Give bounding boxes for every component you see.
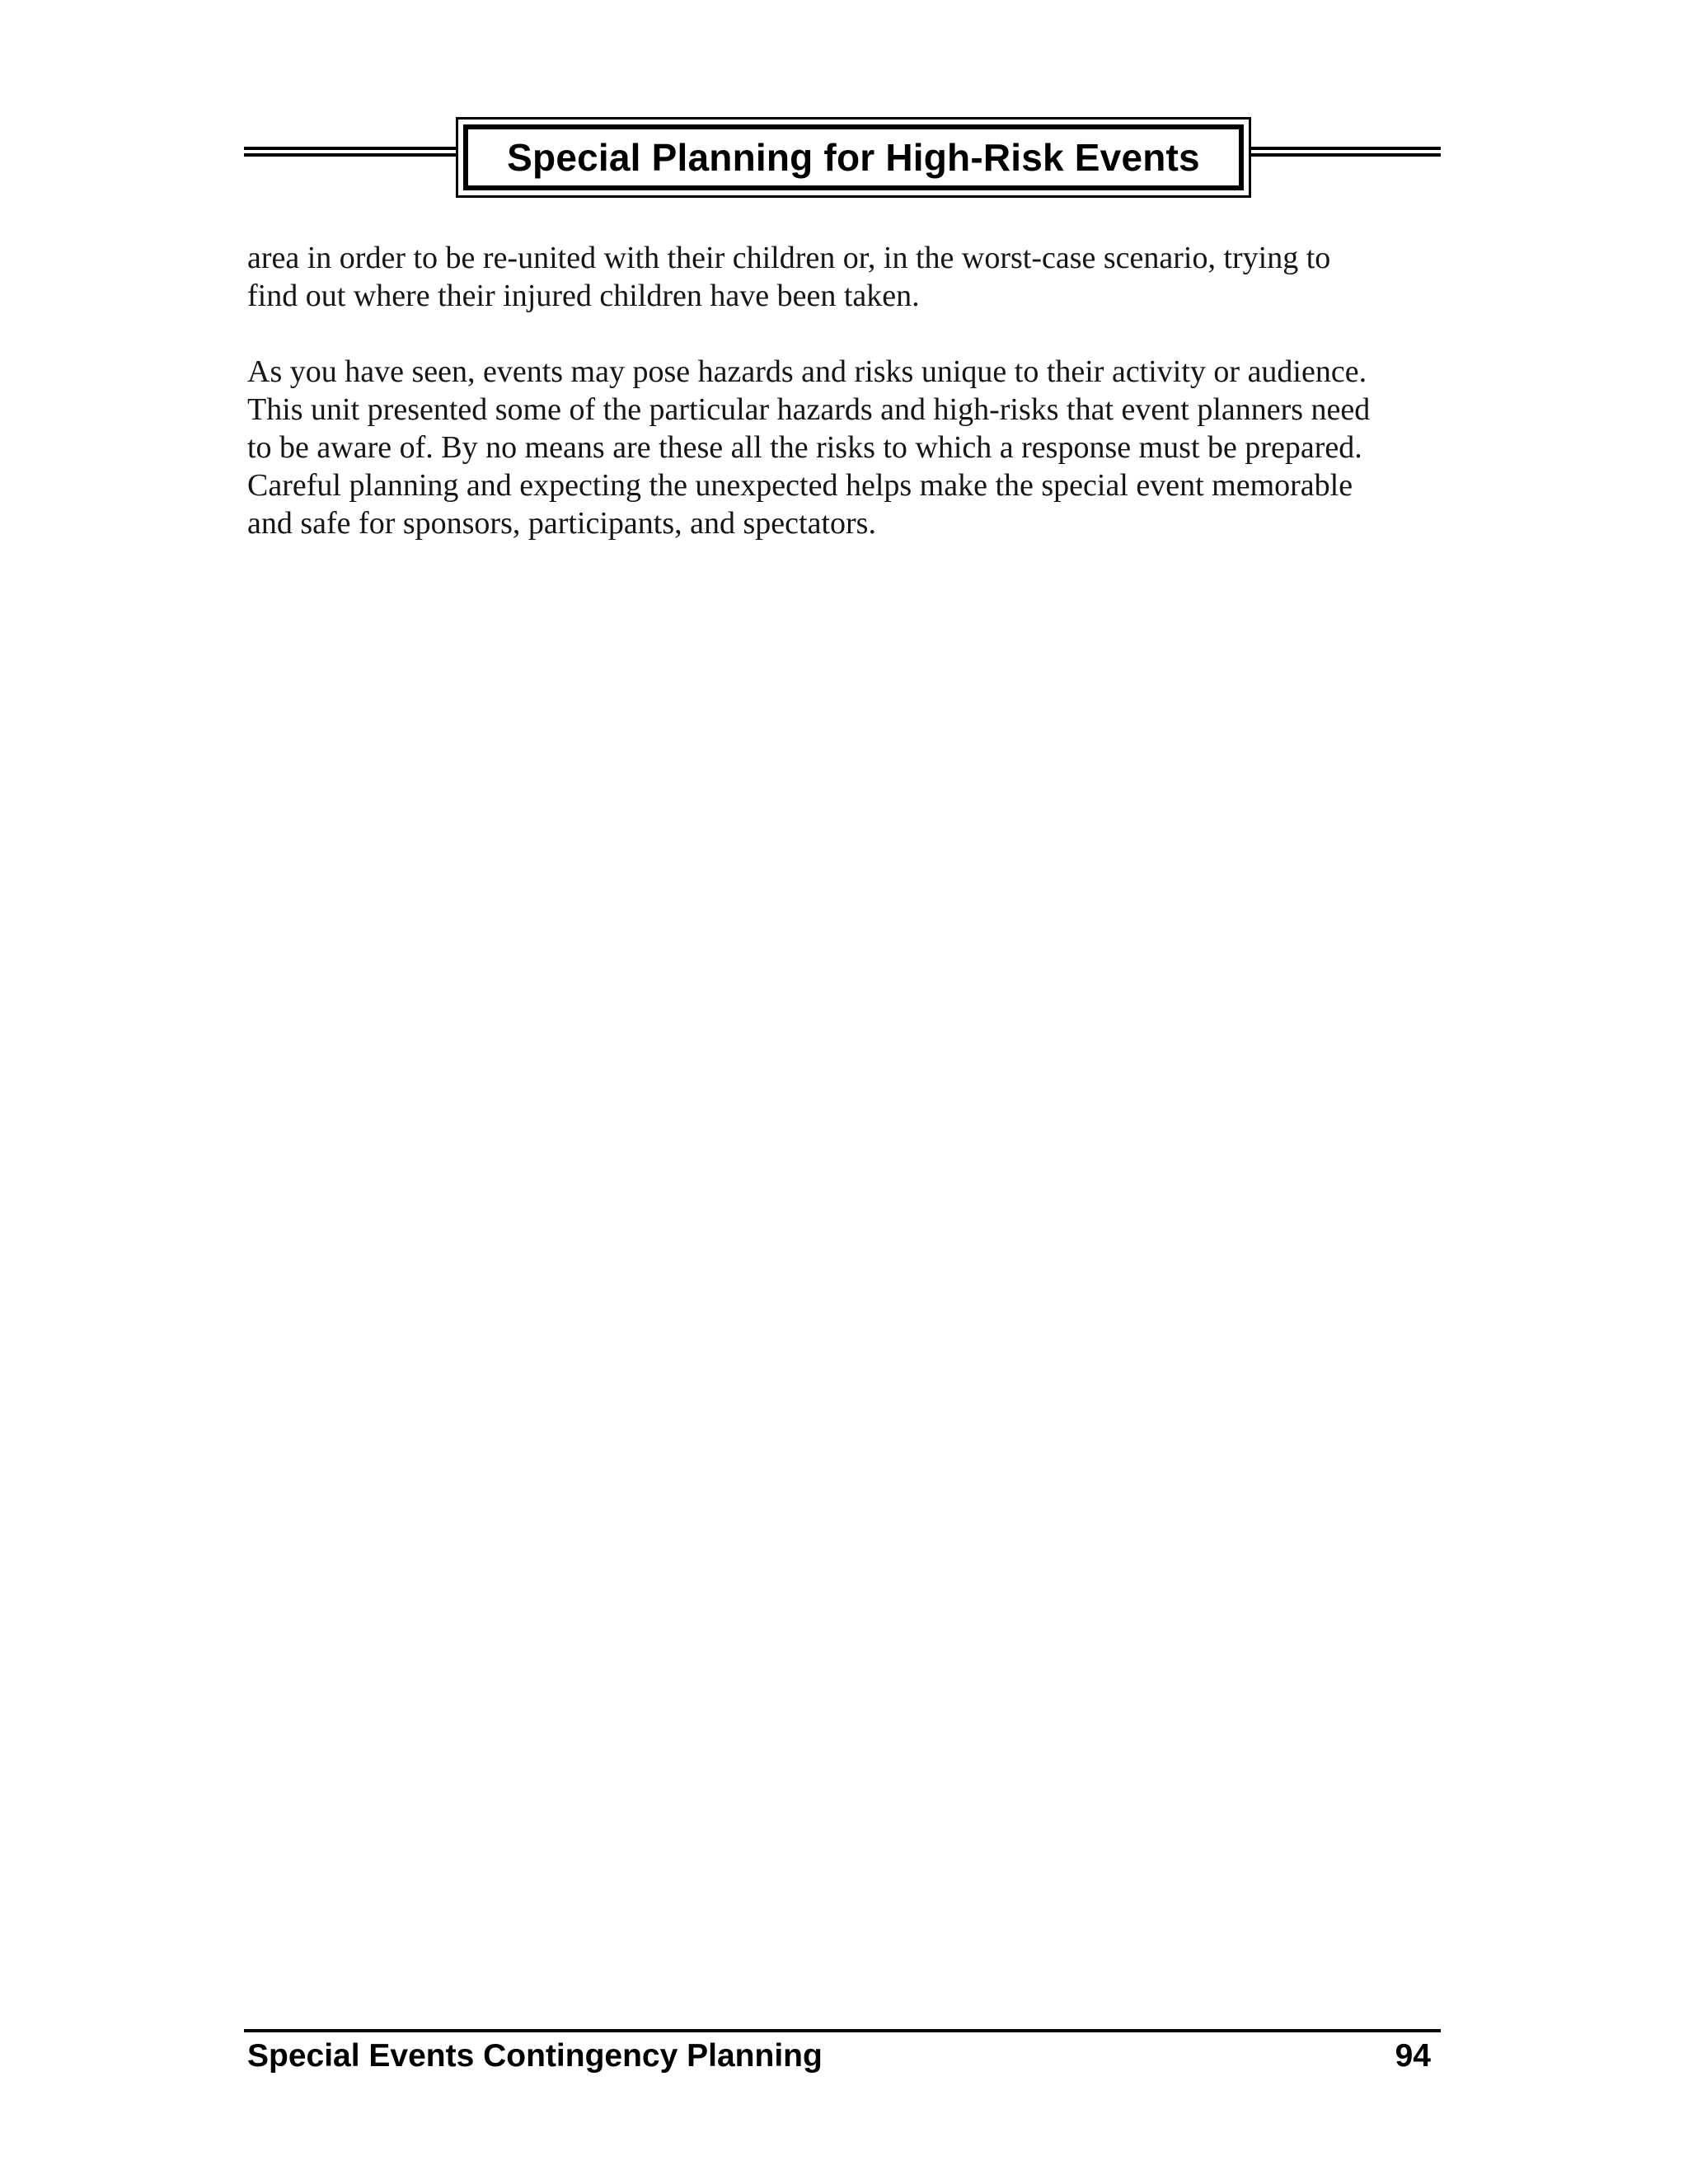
paragraph-line: and safe for sponsors, participants, and spectators.	[247, 506, 876, 541]
header-rule-right	[1251, 147, 1441, 157]
header-rule-left	[244, 147, 457, 157]
paragraph-line: find out where their injured children have been taken.	[247, 279, 920, 313]
footer-page-number: 94	[1395, 2038, 1431, 2074]
page-title: Special Planning for High-Risk Events	[507, 136, 1200, 179]
paragraph-line: This unit presented some of the particular hazards and high-risks that event planners need	[247, 392, 1371, 427]
paragraph-1	[247, 239, 1442, 315]
footer-document-title: Special Events Contingency Planning	[247, 2038, 823, 2074]
header-title-box	[456, 117, 1251, 198]
paragraph-line: to be aware of. By no means are these all the risks to which a response must be prepared.	[247, 430, 1362, 465]
paragraph-spacer	[247, 315, 1442, 353]
paragraph-2	[247, 353, 1442, 542]
page-header	[244, 117, 1441, 198]
header-title-inner-border	[463, 124, 1244, 190]
footer-rule	[244, 2029, 1441, 2032]
paragraph-line: area in order to be re-united with their children or, in the worst-case scenario, trying to	[247, 241, 1331, 275]
paragraph-line: Careful planning and expecting the unexpected helps make the special event memorable	[247, 468, 1353, 503]
body-text	[247, 239, 1442, 542]
paragraph-line: As you have seen, events may pose hazards and risks unique to their activity or audience.	[247, 354, 1367, 389]
